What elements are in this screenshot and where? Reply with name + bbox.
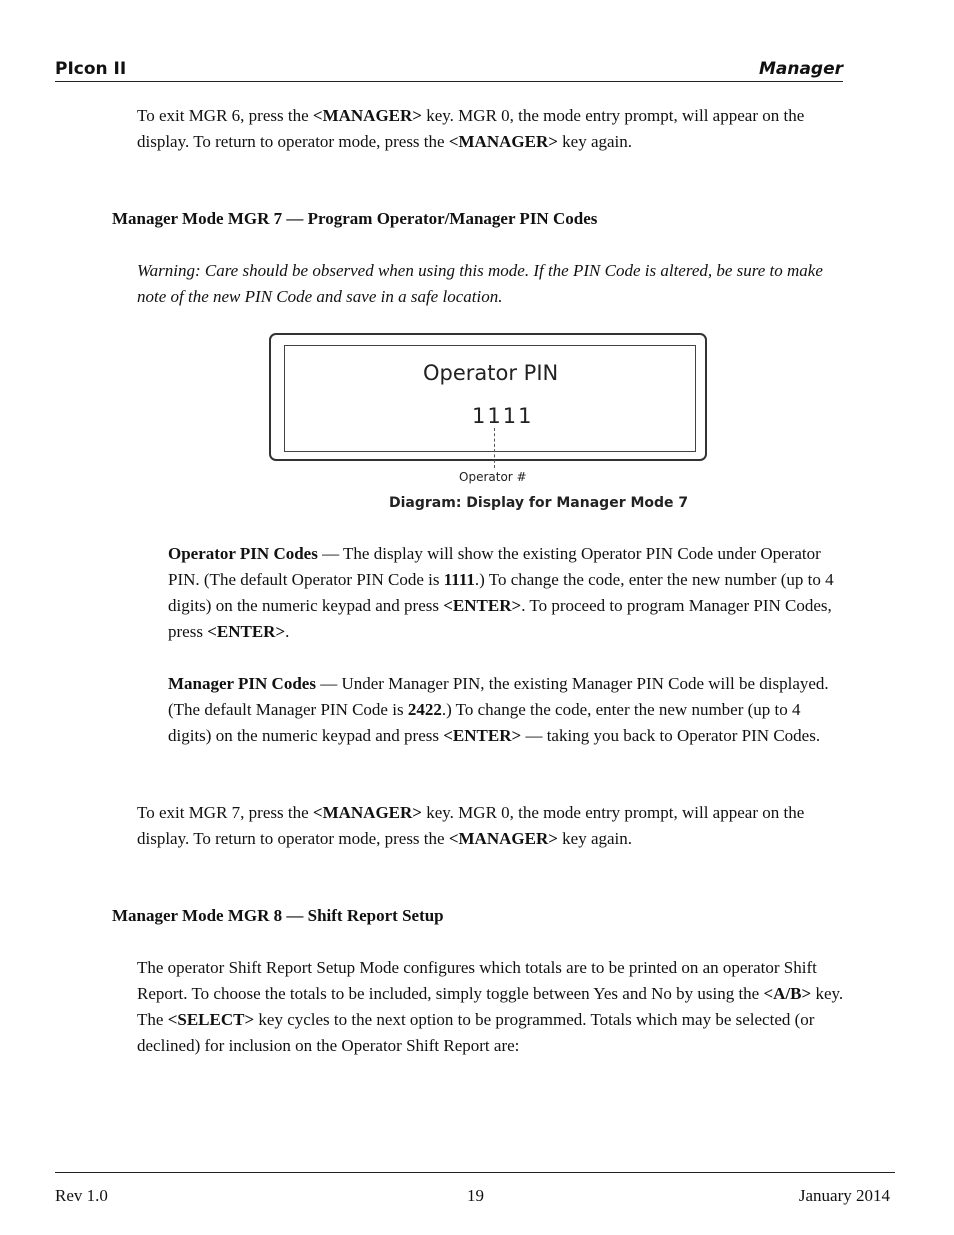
header-section-name: Manager [758,59,843,79]
shift-report-paragraph [137,955,849,1059]
key-name: <ENTER> [443,726,522,745]
text: — Under Manager PIN, the existing Manager PIN Code will be displayed. (The default Manager PIN Code is [168,674,829,719]
operator-pin-paragraph [168,541,848,645]
text: To exit MGR 6, press the [137,106,313,125]
pointer-label: Operator # [459,470,527,484]
manager-pin-paragraph [168,671,848,749]
key-name: <MANAGER> [312,106,422,125]
key-name: <MANAGER> [448,132,558,151]
footer-date: January 2014 [798,1186,890,1205]
text: . To proceed to program Manager PIN Codes, press [168,596,832,641]
text: key again. [557,132,633,151]
text: — taking you back to Operator PIN Codes. [521,726,821,745]
diagram-caption: Diagram: Display for Manager Mode 7 [389,495,689,511]
term: Manager PIN Codes [168,674,316,693]
display-title: Operator PIN [423,361,559,385]
footer-revision: Rev 1.0 [55,1186,108,1205]
page-number: 19 [467,1186,484,1205]
text: key cycles to the next option to be programmed. Totals which may be selected (or declined) for inclusion on the Operator Shift Report are: [137,1010,815,1055]
text: key. The [137,984,844,1029]
default-code: 1111 [443,570,475,589]
exit-mgr7-paragraph [137,800,849,852]
section-heading-mgr7: Manager Mode MGR 7 — Program Operator/Manager PIN Codes [112,209,598,228]
footer-rule [55,1172,895,1173]
key-name: <MANAGER> [312,803,422,822]
text: .) To change the code, enter the new number (up to 4 digits) on the numeric keypad and press [168,570,834,615]
section-heading-mgr8: Manager Mode MGR 8 — Shift Report Setup [112,906,444,925]
key-name: <ENTER> [207,622,286,641]
pointer-leader-line [494,428,495,468]
key-name: <ENTER> [443,596,522,615]
text: .) To change the code, enter the new number (up to 4 digits) on the numeric keypad and press [168,700,801,745]
text: — The display will show the existing Operator PIN Code under Operator PIN. (The default Operator PIN Code is [168,544,821,589]
key-name: <MANAGER> [448,829,558,848]
text: To exit MGR 7, press the [137,803,313,822]
text: The operator Shift Report Setup Mode configures which totals are to be printed on an operator Shift Report. To choose the totals to be included, simply toggle between Yes and No by using the [137,958,817,1003]
key-name: <SELECT> [167,1010,255,1029]
text: key again. [557,829,633,848]
header-product-name: PIcon II [55,59,127,79]
text: key. MGR 0, the mode entry prompt, will appear on the display. To return to operator mode, press the [137,106,805,151]
text: key. MGR 0, the mode entry prompt, will appear on the display. To return to operator mode, press the [137,803,805,848]
text: . [285,622,290,641]
warning-paragraph: Warning: Care should be observed when using this mode. If the PIN Code is altered, be sure to make note of the new PIN Code and save in a safe location. [137,261,823,306]
term: Operator PIN Codes [168,544,318,563]
header-rule [55,81,843,82]
display-value: 1111 [472,404,534,428]
key-name: <A/B> [763,984,812,1003]
exit-mgr6-paragraph [137,103,849,155]
default-code: 2422 [407,700,442,719]
